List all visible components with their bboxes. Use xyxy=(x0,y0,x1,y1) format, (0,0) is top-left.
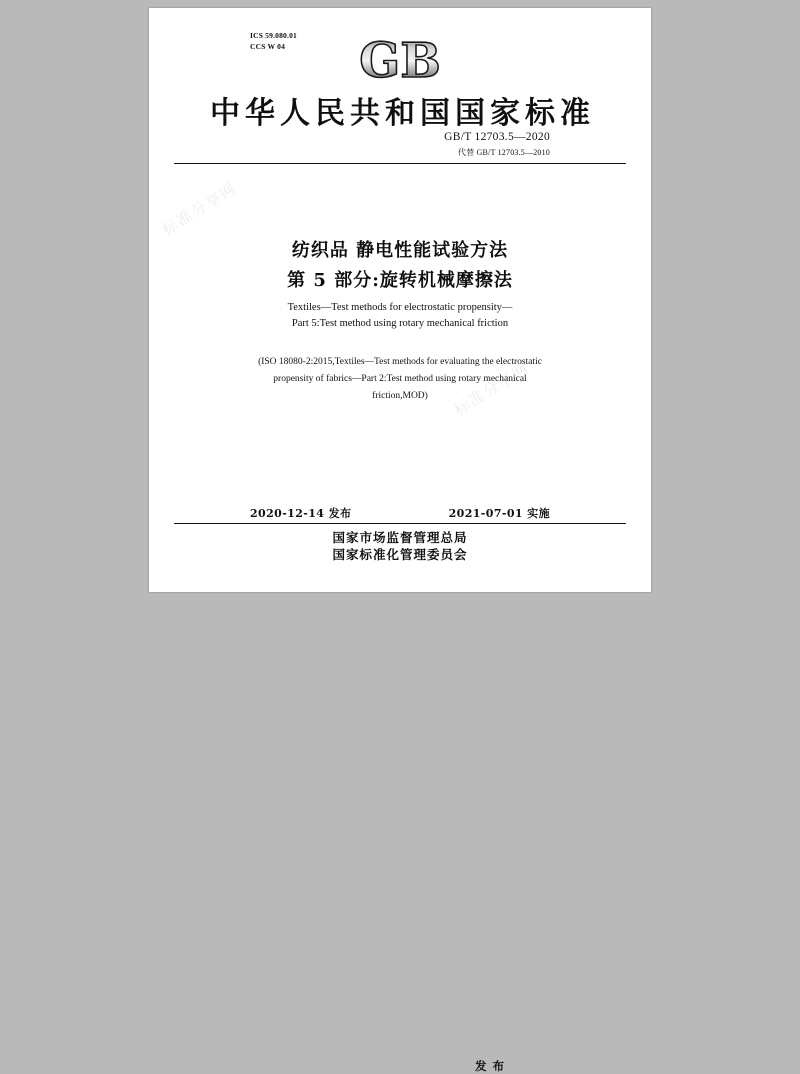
standard-number: GB/T 12703.5—2020 xyxy=(444,131,550,143)
issue-word: 发 布 xyxy=(475,1059,506,1073)
watermark-right: 标准分享网 xyxy=(450,358,533,420)
document-title-en xyxy=(149,300,651,332)
document-title-en-line1: Textiles—Test methods for electrostatic propensity— xyxy=(287,302,513,313)
document-title-cn-line1: 纺织品 静电性能试验方法 xyxy=(291,240,509,261)
issuer-line-1: 国家市场监督管理总局 xyxy=(332,530,468,545)
svg-text:GB: GB xyxy=(359,33,441,89)
ics-code: ICS 59.080.01 xyxy=(250,31,297,40)
issue-date: 2020-12-14 发布 xyxy=(250,507,352,520)
page-title: 中华人民共和国国家标准 xyxy=(210,96,595,131)
standard-cover-page xyxy=(149,8,651,1073)
watermark-left: 标准分享网 xyxy=(158,178,241,240)
document-title-cn-line2: 第 5 部分:旋转机械摩擦法 xyxy=(287,270,513,291)
replaces-note: 代替 GB/T 12703.5—2010 xyxy=(457,148,550,157)
ccs-code: CCS W 04 xyxy=(250,42,286,51)
document-title-en-line2: Part 5:Test method using rotary mechanical friction xyxy=(291,318,509,329)
document-title-cn xyxy=(149,236,651,296)
issuer-line-2: 国家标准化管理委员会 xyxy=(332,547,468,562)
iso-note-line2: propensity of fabrics—Part 2:Test method using rotary mechanical xyxy=(273,374,527,384)
iso-note-line1: (ISO 18080-2:2015,Textiles—Test methods for evaluating the electrostatic xyxy=(258,357,542,367)
implementation-date: 2021-07-01 实施 xyxy=(448,507,550,520)
header-divider xyxy=(174,163,626,164)
page-content xyxy=(149,8,651,1073)
iso-equivalence-note xyxy=(220,354,580,405)
iso-note-line3: friction,MOD) xyxy=(372,391,428,401)
footer-divider xyxy=(174,523,626,524)
